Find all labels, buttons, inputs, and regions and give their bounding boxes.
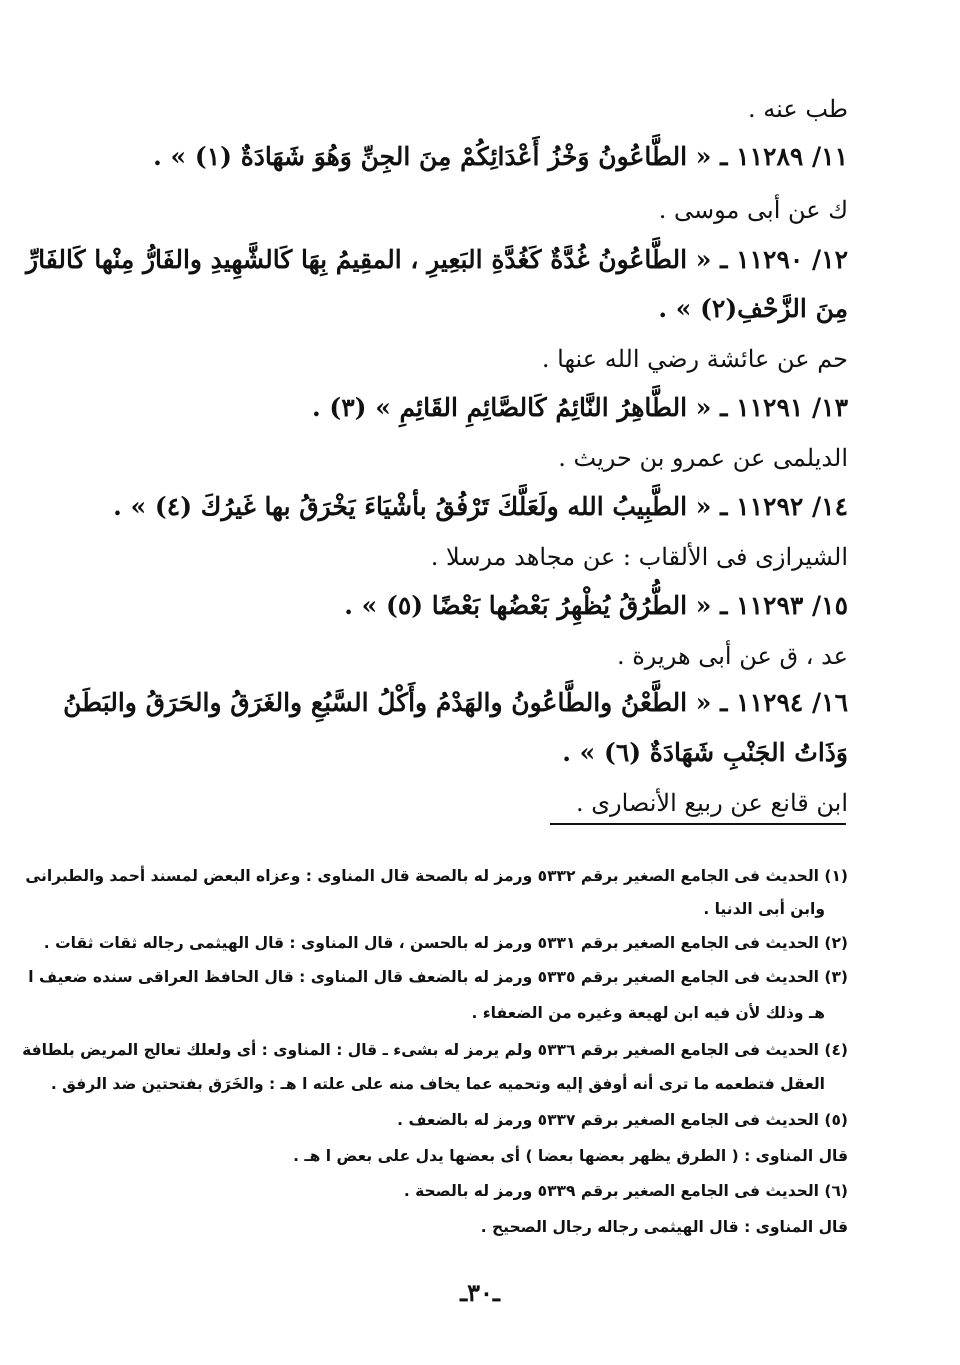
footnote-line: (٣) الحديث فى الجامع الصغير برقم ٥٣٣٥ ورمز له بالضعف قال المناوى : قال الحافظ العراقى سنده ضعيف ا — [28, 968, 848, 986]
hadith-line: ١٦/ ١١٢٩٤ ـ « الطَّعْنُ والطَّاعُونُ والهَدْمُ وأَكْلُ السَّبُعِ والغَرَقُ والحَرَقُ والبَطَنُ — [63, 688, 848, 717]
hadith-line: ١٢/ ١١٢٩٠ ـ « الطَّاعُونُ غُدَّةٌ كَغُدَّةِ البَعِيرِ ، المقِيمُ بِهَا كَالشَّهِيدِ والفَارُّ مِنْها كَالفَارِّ — [26, 245, 848, 274]
text-line: حم عن عائشة رضي الله عنها . — [541, 345, 848, 373]
footnote-line: (١) الحديث فى الجامع الصغير برقم ٥٣٣٢ ورمز له بالصحة قال المناوى : وعزاه البعض لمسند أحمد والطبرانى — [25, 867, 848, 885]
text-line: الشيرازى فى الألقاب : عن مجاهد مرسلا . — [430, 543, 848, 571]
footnote-line: قال المناوى : قال الهيثمى رجاله رجال الصحيح . — [480, 1218, 848, 1236]
hadith-line: ١٤/ ١١٢٩٢ ـ « الطَّبِيبُ الله ولَعَلَّكَ تَرْفُقُ بأشْيَاءَ يَخْرَقُ بها غَيرُكَ (٤) » . — [113, 492, 848, 521]
footnote-line: (٢) الحديث فى الجامع الصغير برقم ٥٣٣١ ورمز له بالحسن ، قال المناوى : قال الهيثمى رجاله ثقات ثقات . — [43, 934, 848, 952]
footnote-line: (٦) الحديث فى الجامع الصغير برقم ٥٣٣٩ ورمز له بالصحة . — [403, 1182, 848, 1200]
text-line: طب عنه . — [748, 95, 848, 123]
text-line: عد ، ق عن أبى هريرة . — [616, 642, 848, 670]
footnote-line: العقل فتطعمه ما ترى أنه أوفق إليه وتحميه عما يخاف منه على علته ا هـ : والخَرَق بفتحتين ضد الرفق . — [50, 1075, 825, 1093]
text-line: ك عن أبى موسى . — [658, 196, 848, 224]
hadith-line: ١٥/ ١١٢٩٣ ـ « الطُّرُقُ يُظْهِرُ بَعْضُها بَعْضًا (٥) » . — [344, 591, 848, 620]
footnote-line: وابن أبى الدنيا . — [703, 900, 825, 918]
page-number: ـ٣٠ـ — [460, 1278, 500, 1307]
hadith-line: ١٣/ ١١٢٩١ ـ « الطَّاهِرُ النَّائِمُ كَالصَّائِمِ القَائِمِ » (٣) . — [311, 393, 848, 422]
footnote-line: (٥) الحديث فى الجامع الصغير برقم ٥٣٣٧ ورمز له بالضعف . — [397, 1111, 848, 1129]
footnote-line: هـ وذلك لأن فيه ابن لهيعة وغيره من الضعفاء . — [471, 1004, 825, 1022]
text-line: الديلمى عن عمرو بن حريث . — [558, 444, 848, 472]
footnote-separator — [550, 823, 846, 825]
footnote-line: (٤) الحديث فى الجامع الصغير برقم ٥٣٣٦ ولم يرمز له بشىء ـ قال : المناوى : أى ولعلك تعالج المريض بلطافة — [22, 1041, 848, 1059]
hadith-line: وَذَاتُ الجَنْبِ شَهَادَةٌ (٦) » . — [562, 738, 848, 767]
text-line: ابن قانع عن ربيع الأنصارى . — [575, 789, 848, 817]
footnote-line: قال المناوى : ( الطرق يظهر بعضها بعضا ) أى بعضها يدل على بعض ا هـ . — [293, 1147, 848, 1165]
hadith-line: مِنَ الزَّحْفِ(٢) » . — [658, 294, 848, 323]
hadith-line: ١١/ ١١٢٨٩ ـ « الطَّاعُونُ وَخْزُ أَعْدَائِكُمْ مِنَ الجِنِّ وَهُوَ شَهَادَةٌ (١) » . — [153, 142, 848, 171]
